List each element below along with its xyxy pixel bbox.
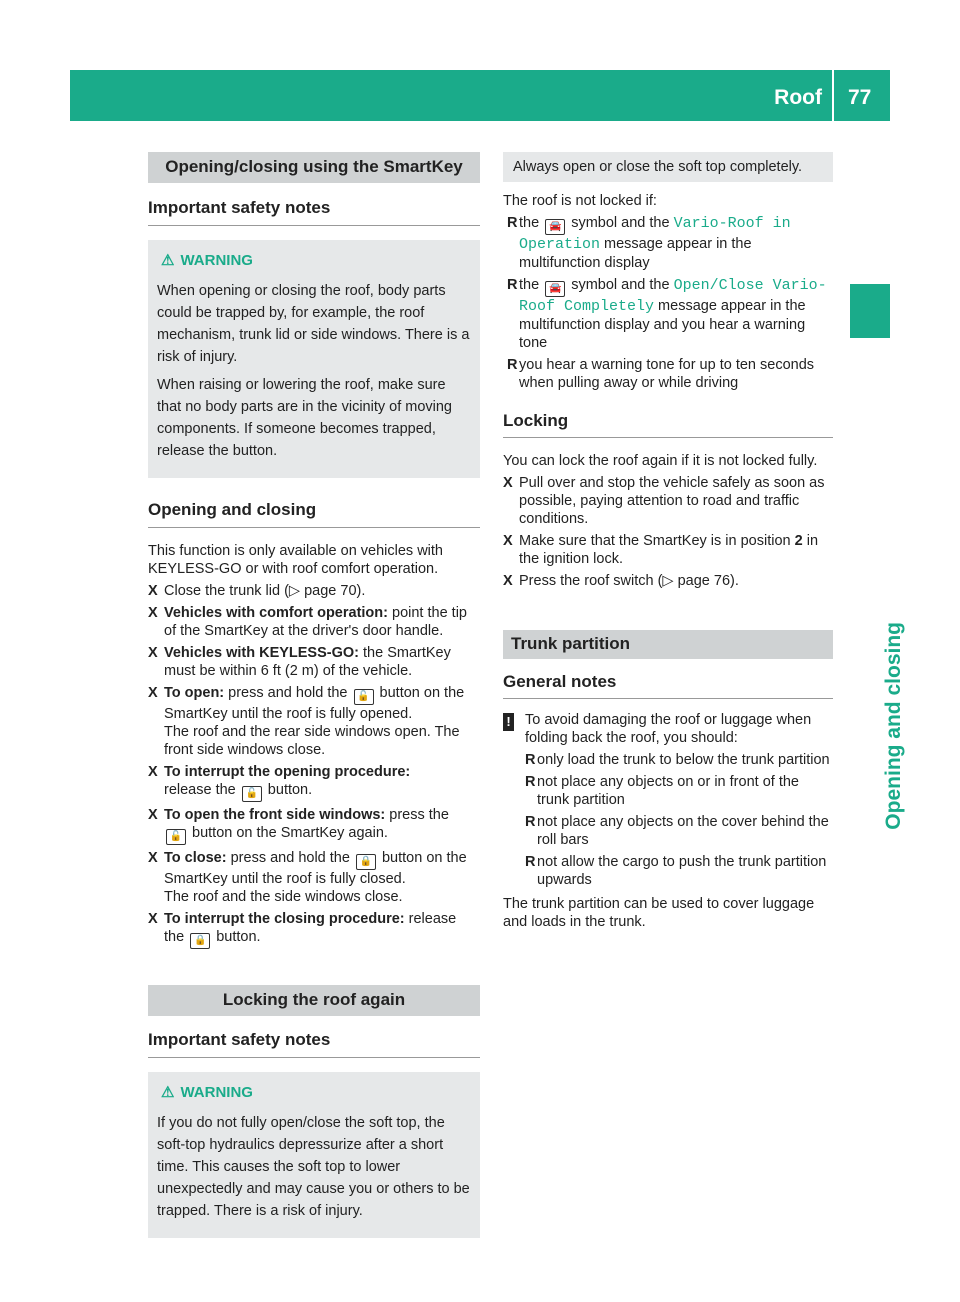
heading-safety-notes: Important safety notes [148,198,480,226]
convertible-car-icon: 🚘 [545,219,565,235]
warning-text: When opening or closing the roof, body parts could be trapped by, for example, the roof mechanism, trunk lid or side windows. There is a risk of injury. [157,283,470,365]
bullet-item: R only load the trunk to below the trunk partition [525,752,830,768]
step-item: X Vehicles with comfort operation: point the tip of the SmartKey at the driver's door handle. [148,605,467,639]
body-text: You can lock the roof again if it is not locked fully. [503,453,818,469]
exclamation-icon: ! [503,713,514,731]
chapter-side-label: Opening and closing [882,622,905,830]
heading-opening-closing: Opening and closing [148,500,480,528]
lock-icon: 🔒 [356,854,376,870]
right-column [503,152,833,931]
warning-triangle-icon: ⚠ [161,1084,175,1101]
bullet-item: R not place any objects on the cover behind the roll bars [525,814,829,848]
note-box: Always open or close the soft top completely. [503,152,833,182]
step-item: X Make sure that the SmartKey is in position 2 in the ignition lock. [503,533,819,567]
step-item: X Press the roof switch (▷ page 76). [503,573,739,589]
heading-locking: Locking [503,412,833,438]
lock-icon: 🔒 [190,933,210,949]
step-item: X To open the front side windows: press the 🔓 button on the SmartKey again. [148,806,480,845]
bullet-item: R you hear a warning tone for up to ten seconds when pulling away or while driving [507,357,815,391]
body-text: The trunk partition can be used to cover luggage and loads in the trunk. [503,896,815,930]
header-bar [70,70,890,121]
header-section-title: Roof [774,86,822,109]
warning-box: ⚠ WARNING When opening or closing the roof, body parts could be trapped by, for example, the roof mechanism, trunk lid or side windows. There is a risk of injury. When raising or lowering the roof, make sure that no body parts are in the vicinity of moving components. If someone becomes trapped, release the button. [148,240,480,478]
heading-general-notes: General notes [503,673,833,699]
step-item: X Vehicles with KEYLESS-GO: the SmartKey must be within 6 ft (2 m) of the vehicle. [148,645,451,679]
step-item: X To close: press and hold the 🔒 button on the SmartKey until the roof is fully closed. The roof and the side windows close. [148,850,467,905]
section-band-trunk: Trunk partition [503,630,833,659]
step-item: X Pull over and stop the vehicle safely as soon as possible, paying attention to road and traffic conditions. [503,475,825,527]
heading-safety-notes: Important safety notes [148,1030,480,1058]
chapter-tab-marker [850,284,890,338]
step-item: X To open: press and hold the 🔓 button on the SmartKey until the roof is fully opened. The roof and the rear side windows open. The front side windows close. [148,685,465,758]
bullet-item: R the 🚘 symbol and the Open/Close Vario-Roof Completely message appear in the multifunction display and you hear a warning tone [507,277,827,351]
warning-text: If you do not fully open/close the soft top, the soft-top hydraulics depressurize after a short time. This causes the soft top to lower unexpectedly and may cause you or others to be trapped. There is a risk of injury. [157,1115,470,1219]
warning-text: When raising or lowering the roof, make sure that no body parts are in the vicinity of moving components. If someone becomes trapped, release the button. [157,377,452,459]
header-divider [832,70,834,121]
body-text: The roof is not locked if: [503,193,657,209]
step-item: X To interrupt the opening procedure: release the 🔓 button. [148,763,480,802]
bullet-item: R the 🚘 symbol and the Vario-Roof in Operation message appear in the multifunction display [507,215,791,271]
step-item: X Close the trunk lid (▷ page 70). [148,583,366,599]
bullet-item: R not place any objects on or in front of the trunk partition [525,774,799,808]
display-message: Open/Close Vario-Roof Completely [519,277,827,315]
warning-box: ⚠ WARNING If you do not fully open/close the soft top, the soft-top hydraulics depressurize after a short time. This causes the soft top to lower unexpectedly and may cause you or others to be trapped. There is a risk of injury. [148,1072,480,1238]
body-text: This function is only available on vehicles with KEYLESS-GO or with roof comfort operation. X Close the trunk lid (▷ page 70). X Vehicles with comfort operation: point the tip of the SmartKey at the driver's door handle. X Vehicles with KEYLESS-GO: the SmartKey must be within 6 ft (2 m) of the vehicle. X To open: press and hold the 🔓 button on the SmartKey until the roof is fully opened. The roof and the rear side windows open. The front side windows close. X To interrupt the opening procedure: release the 🔓 button. X To open the front side windows: press the 🔓 button on the SmartKey again. X To close: press and hold the 🔒 button on the SmartKey until the roof is fully closed. The roof and the side windows close. X To interrupt the closing procedure: release the 🔒 button. [148,542,480,949]
unlock-icon: 🔓 [166,829,186,845]
bullet-item: R not allow the cargo to push the trunk partition upwards [525,854,827,888]
caution-note: ! To avoid damaging the roof or luggage when folding back the roof, you should: [503,711,833,747]
unlock-icon: 🔓 [242,786,262,802]
left-column [148,152,480,1238]
warning-triangle-icon: ⚠ [161,252,175,269]
unlock-icon: 🔓 [354,689,374,705]
convertible-car-icon: 🚘 [545,281,565,297]
display-message: Vario-Roof in Operation [519,215,791,253]
section-band-locking: Locking the roof again [148,985,480,1016]
page-number: 77 [848,86,872,109]
section-band-smartkey: Opening/closing using the SmartKey [148,152,480,183]
step-item: X To interrupt the closing procedure: release the 🔒 button. [148,910,480,949]
